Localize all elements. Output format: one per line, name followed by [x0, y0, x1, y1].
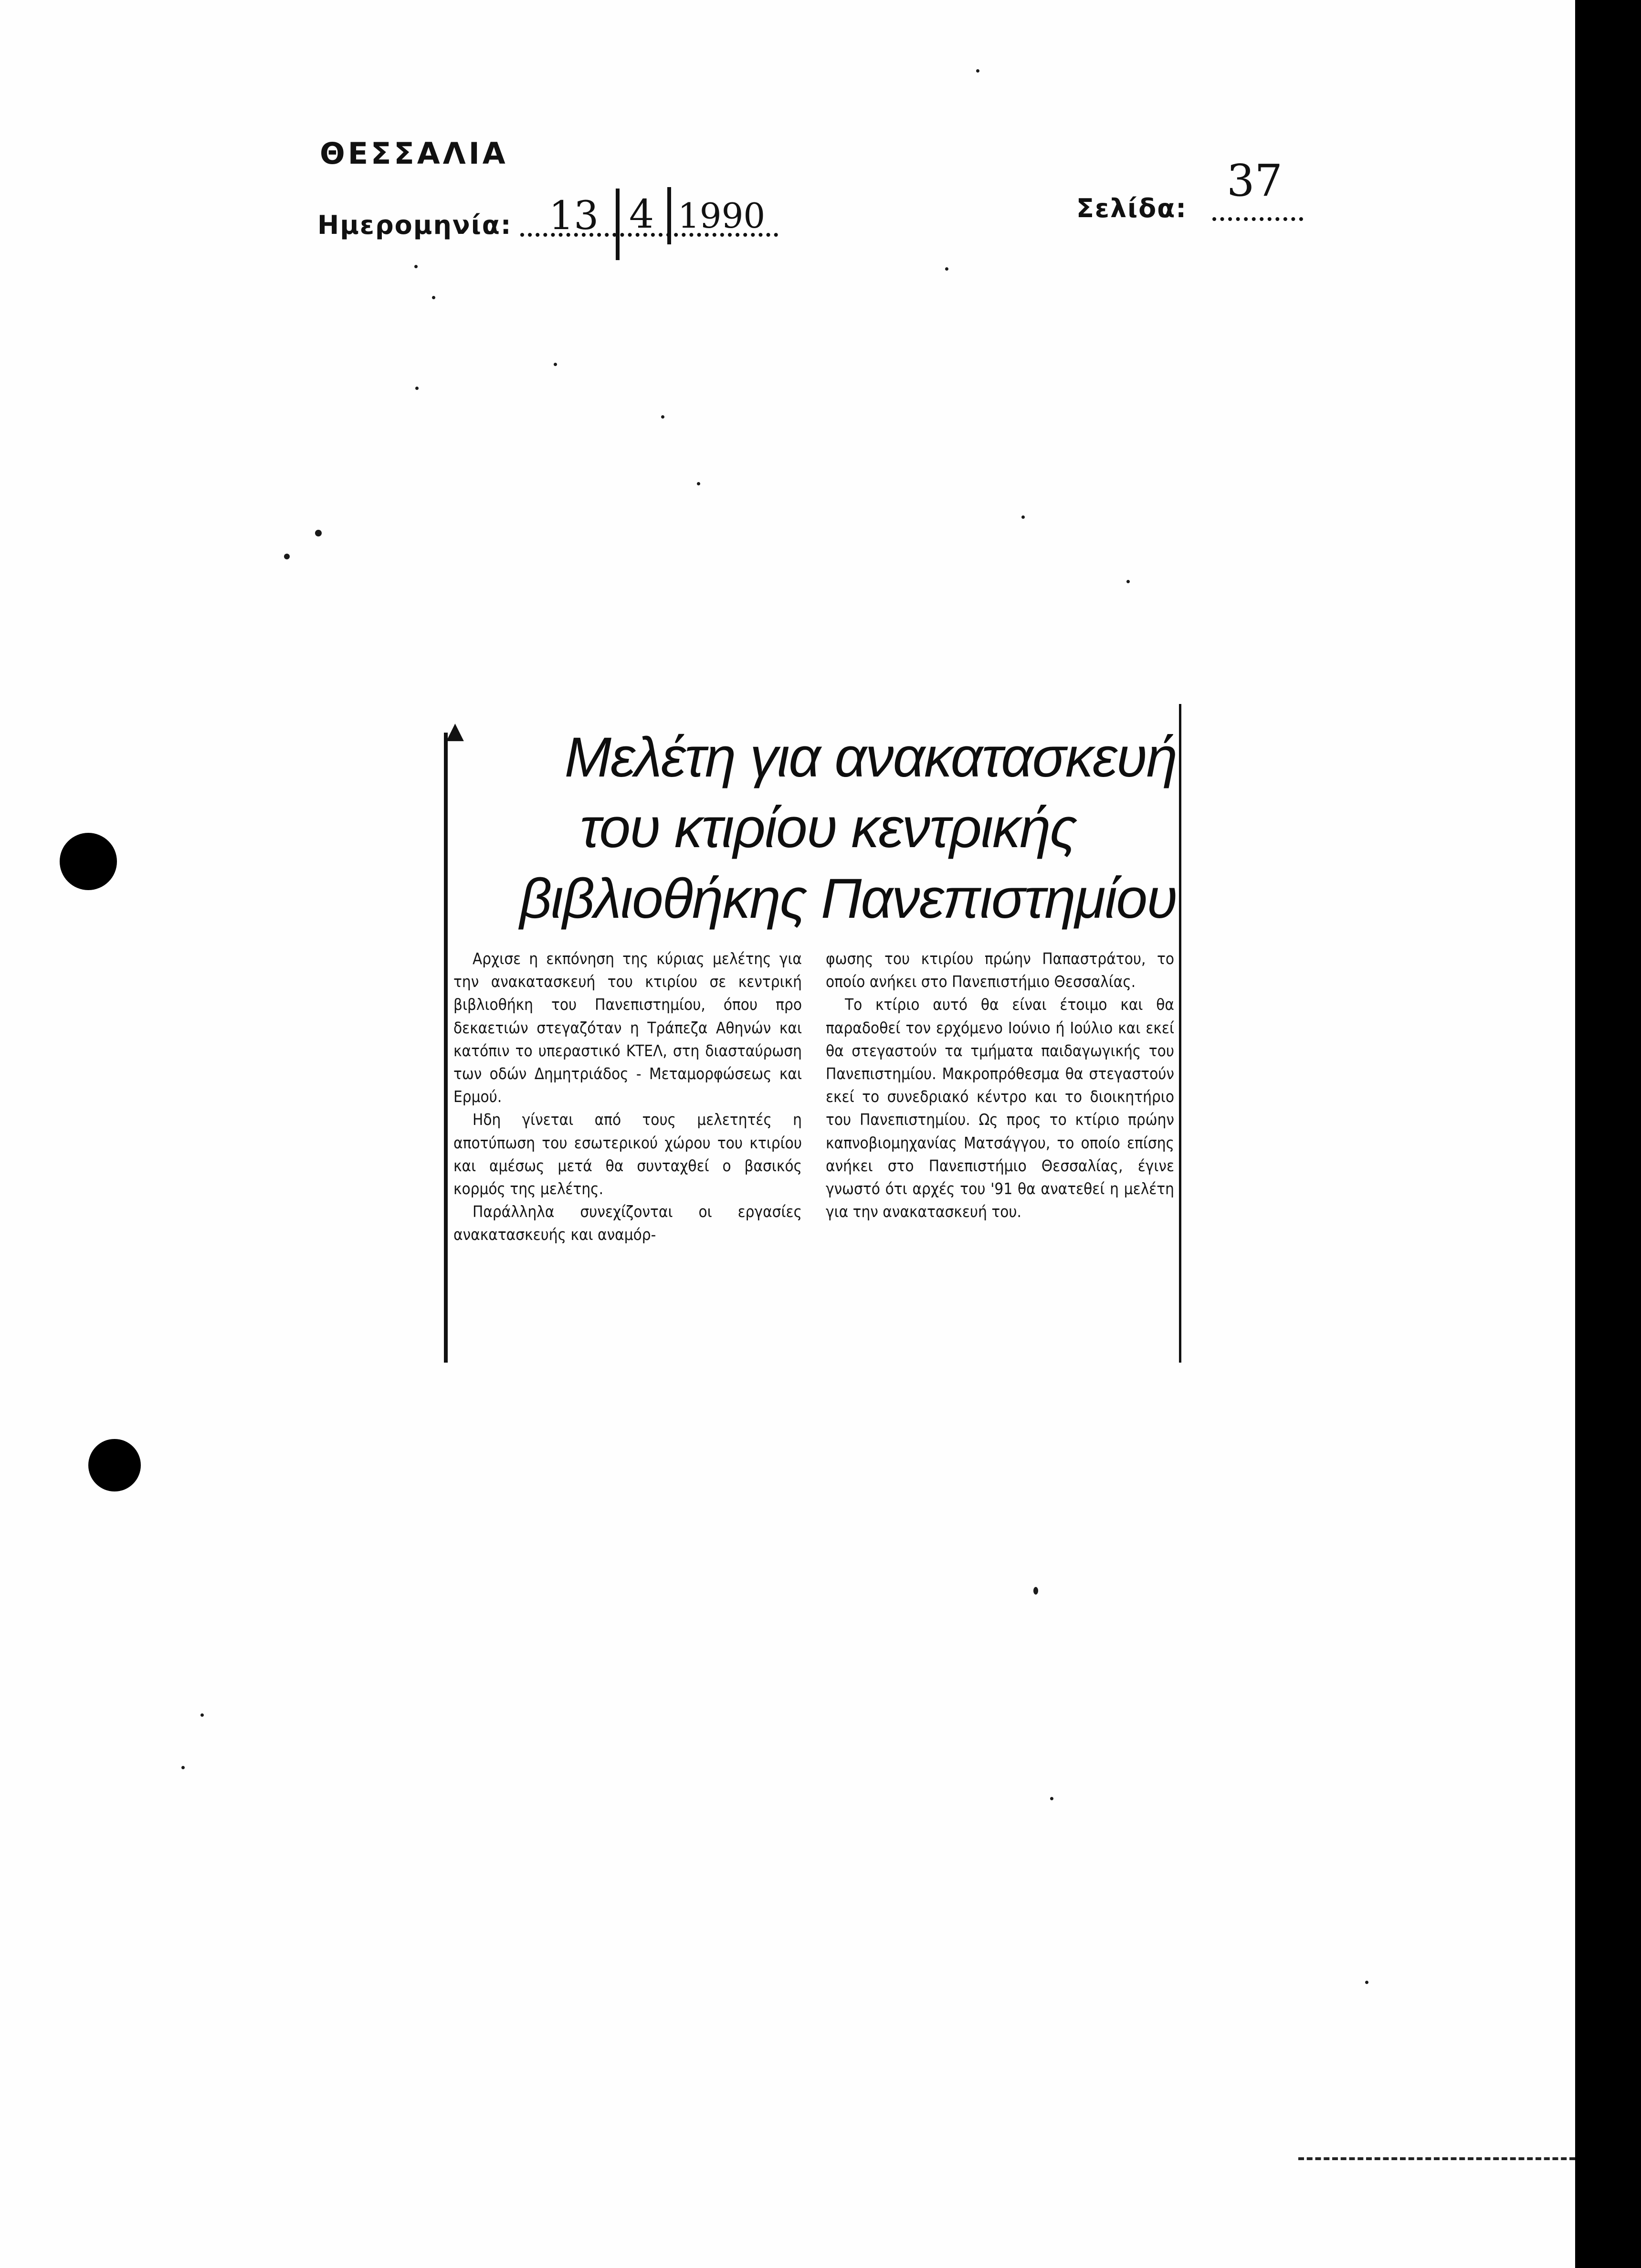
scan-speck — [284, 554, 290, 559]
scan-speck — [976, 69, 979, 73]
scan-speck — [415, 387, 419, 390]
newspaper-clipping — [444, 704, 1181, 1363]
scan-speck — [432, 296, 435, 299]
region-label: ΘΕΣΣΑΛΙΑ — [320, 136, 508, 171]
article-paragraph: Αρχισε η εκπόνηση της κύριας μελέτης για την ανακατασκευή του κτιρίου σε κεντρική βιβλιοθήκη του Πανεπιστημίου, όπου προ δεκαετιών στεγαζόταν η Τράπεζα Αθηνών και κατόπιν το υπεραστικό ΚΤΕΛ, στη διασταύρωση των οδών Δημητριάδος - Μεταμορφώσεως και Ερμού. — [453, 949, 802, 1106]
scan-speck — [1050, 1797, 1053, 1800]
clipping-left-rule — [444, 733, 448, 1363]
scan-speck — [697, 482, 700, 485]
scan-speck — [1126, 580, 1130, 583]
clipping-corner-mark: ▲ — [446, 717, 464, 744]
article-column-left — [453, 947, 802, 1247]
scan-speck — [315, 530, 322, 536]
page-label: Σελίδα: — [1076, 193, 1187, 223]
scan-speck — [181, 1766, 185, 1769]
date-separator — [616, 189, 620, 260]
page-number: 37 — [1227, 155, 1283, 206]
date-month: 4 — [629, 192, 654, 237]
scan-speck — [200, 1713, 204, 1717]
scan-speck — [945, 267, 948, 271]
punch-hole — [60, 833, 117, 890]
scan-speck — [1021, 515, 1025, 519]
date-separator — [667, 187, 671, 244]
page-dotted-line — [1212, 217, 1303, 221]
article-paragraph: Το κτίριο αυτό θα είναι έτοιμο και θα παραδοθεί τον ερχόμενο Ιούνιο ή Ιούλιο και εκεί θα στεγαστούν τα τμήματα παιδαγωγικής του Πανεπιστημίου. Μακροπρόθεσμα θα στεγαστούν εκεί το συνεδριακό κέντρο και το διοικητήριο του Πανεπιστημίου. Ως προς το κτίριο πρώην καπνοβιομηχανίας Ματσάγγου, το οποίο επίσης ανήκει στο Πανεπιστήμιο Θεσσαλίας, έγινε γνωστό ότι αρχές του '91 θα ανατεθεί η μελέτη για την ανακατασκευή του. — [826, 995, 1174, 1221]
date-year: 1990 — [678, 196, 766, 236]
article-column-right — [826, 947, 1174, 1223]
scan-border — [1575, 0, 1641, 2268]
scan-speck — [1365, 1981, 1368, 1984]
scan-artifact-line — [1298, 2157, 1575, 2160]
article-headline — [480, 722, 1177, 934]
date-label: Ημερομηνία: — [317, 210, 512, 240]
headline-line: του κτιρίου κεντρικής — [580, 797, 1076, 860]
scan-speck — [1033, 1587, 1038, 1595]
clipping-right-rule — [1179, 704, 1181, 1363]
date-day: 13 — [549, 193, 599, 239]
headline-line: βιβλιοθήκης Πανεπιστημίου — [519, 867, 1177, 930]
headline-line: Μελέτη για ανακατασκευή — [564, 726, 1177, 789]
punch-hole — [88, 1439, 141, 1491]
scan-speck — [661, 415, 664, 419]
article-paragraph: Ηδη γίνεται από τους μελετητές η αποτύπωση του εσωτερικού χώρου του κτιρίου και αμέσως μετά θα συνταχθεί ο βασικός κορμός της μελέτης. — [453, 1110, 802, 1198]
article-paragraph: φωσης του κτιρίου πρώην Παπαστράτου, το οποίο ανήκει στο Πανεπιστήμιο Θεσσαλίας. — [826, 949, 1174, 991]
scan-speck — [554, 363, 557, 366]
scan-speck — [414, 265, 418, 268]
article-paragraph: Παράλληλα συνεχίζονται οι εργασίες ανακατασκευής και αναμόρ- — [453, 1202, 802, 1244]
